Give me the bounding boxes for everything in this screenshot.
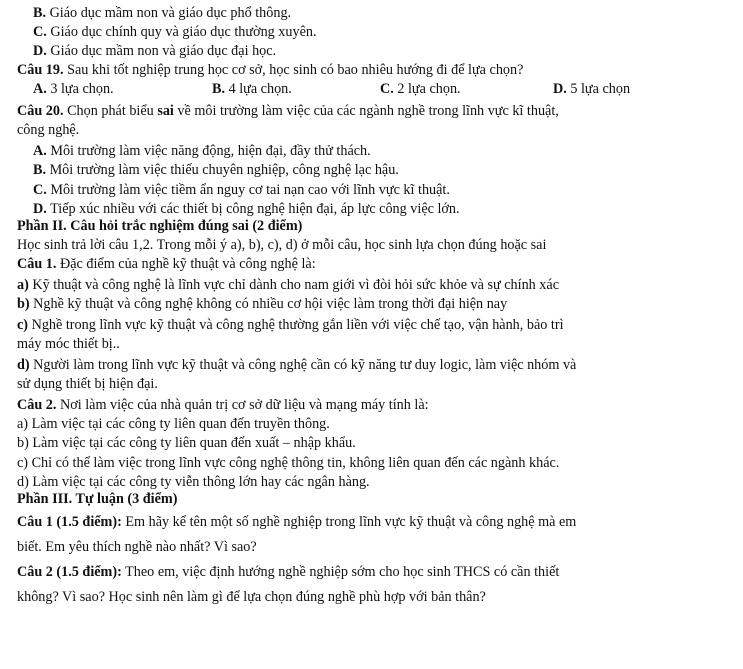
part2-q2-stem: Câu 2. Nơi làm việc của nhà quản trị cơ sở dữ liệu và mạng máy tính là: xyxy=(17,397,429,413)
part2-heading: Phần II. Câu hỏi trắc nghiệm đúng sai (2 điểm) xyxy=(17,218,303,234)
part2-q1-c: c) Nghề trong lĩnh vực kỹ thuật và công nghệ thường gắn liền với việc chế tạo, vận hành, bảo trì xyxy=(17,317,564,333)
q19-option-b: B. 4 lựa chọn. xyxy=(212,81,292,97)
part2-q1-b: b) Nghề kỹ thuật và công nghệ không có nhiều cơ hội việc làm trong thời đại hiện nay xyxy=(17,296,508,312)
q18-option-c: C. Giáo dục chính quy và giáo dục thường xuyên. xyxy=(33,24,317,40)
q20-option-c: C. Môi trường làm việc tiềm ẩn nguy cơ tai nạn cao với lĩnh vực kĩ thuật. xyxy=(33,182,450,198)
q19-option-c: C. 2 lựa chọn. xyxy=(380,81,461,97)
part2-q2-b: b) Làm việc tại các công ty liên quan đến xuất – nhập khẩu. xyxy=(17,435,356,451)
part2-q1-a: a) Kỹ thuật và công nghệ là lĩnh vực chỉ dành cho nam giới vì đòi hỏi sức khỏe và sự chính xác xyxy=(17,277,559,293)
q18-option-d: D. Giáo dục mầm non và giáo dục đại học. xyxy=(33,43,277,59)
q20-option-a: A. Môi trường làm việc năng động, hiện đại, đầy thử thách. xyxy=(33,143,371,159)
q20-stem: Câu 20. Chọn phát biểu sai về môi trường làm việc của các ngành nghề trong lĩnh vực kĩ thuật, xyxy=(17,103,559,119)
part3-heading: Phần III. Tự luận (3 điểm) xyxy=(17,491,178,507)
part3-q2: Câu 2 (1.5 điểm): Theo em, việc định hướng nghề nghiệp sớm cho học sinh THCS có cần thiết xyxy=(17,564,560,580)
part2-q1-d-cont: sử dụng thiết bị hiện đại. xyxy=(17,376,158,392)
part2-q1-d: d) Người làm trong lĩnh vực kỹ thuật và công nghệ cần có kỹ năng tư duy logic, làm việc nhóm và xyxy=(17,357,577,373)
q19-stem: Câu 19. Sau khi tốt nghiệp trung học cơ sở, học sinh có bao nhiêu hướng đi để lựa chọn? xyxy=(17,62,524,78)
q20-option-b: B. Môi trường làm việc thiếu chuyên nghiệp, công nghệ lạc hậu. xyxy=(33,162,399,178)
part2-q2-a: a) Làm việc tại các công ty liên quan đến truyền thông. xyxy=(17,416,330,432)
part3-q1-cont: biết. Em yêu thích nghề nào nhất? Vì sao? xyxy=(17,539,257,555)
part2-instruction: Học sinh trả lời câu 1,2. Trong mỗi ý a), b), c), d) ở mỗi câu, học sinh lựa chọn đúng hoặc sai xyxy=(17,237,547,253)
part3-q2-cont: không? Vì sao? Học sinh nên làm gì để lựa chọn đúng nghề phù hợp với bản thân? xyxy=(17,589,486,605)
q18-option-b: B. Giáo dục mầm non và giáo dục phổ thông. xyxy=(33,5,292,21)
q20-option-d: D. Tiếp xúc nhiều với các thiết bị công nghệ hiện đại, áp lực công việc lớn. xyxy=(33,201,460,217)
q19-option-d: D. 5 lựa chọn xyxy=(553,81,631,97)
part2-q1-c-cont: máy móc thiết bị.. xyxy=(17,336,120,352)
q20-stem-cont: công nghệ. xyxy=(17,122,80,138)
part2-q1-stem: Câu 1. Đặc điểm của nghề kỹ thuật và công nghệ là: xyxy=(17,256,316,272)
q19-option-a: A. 3 lựa chọn. xyxy=(33,81,114,97)
part2-q2-c: c) Chỉ có thể làm việc trong lĩnh vực công nghệ thông tin, không liên quan đến các ngành khác. xyxy=(17,455,560,471)
part3-q1: Câu 1 (1.5 điểm): Em hãy kể tên một số nghề nghiệp trong lĩnh vực kỹ thuật và công nghệ mà em xyxy=(17,514,577,530)
part2-q2-d: d) Làm việc tại các công ty viễn thông lớn hay các ngân hàng. xyxy=(17,474,370,490)
